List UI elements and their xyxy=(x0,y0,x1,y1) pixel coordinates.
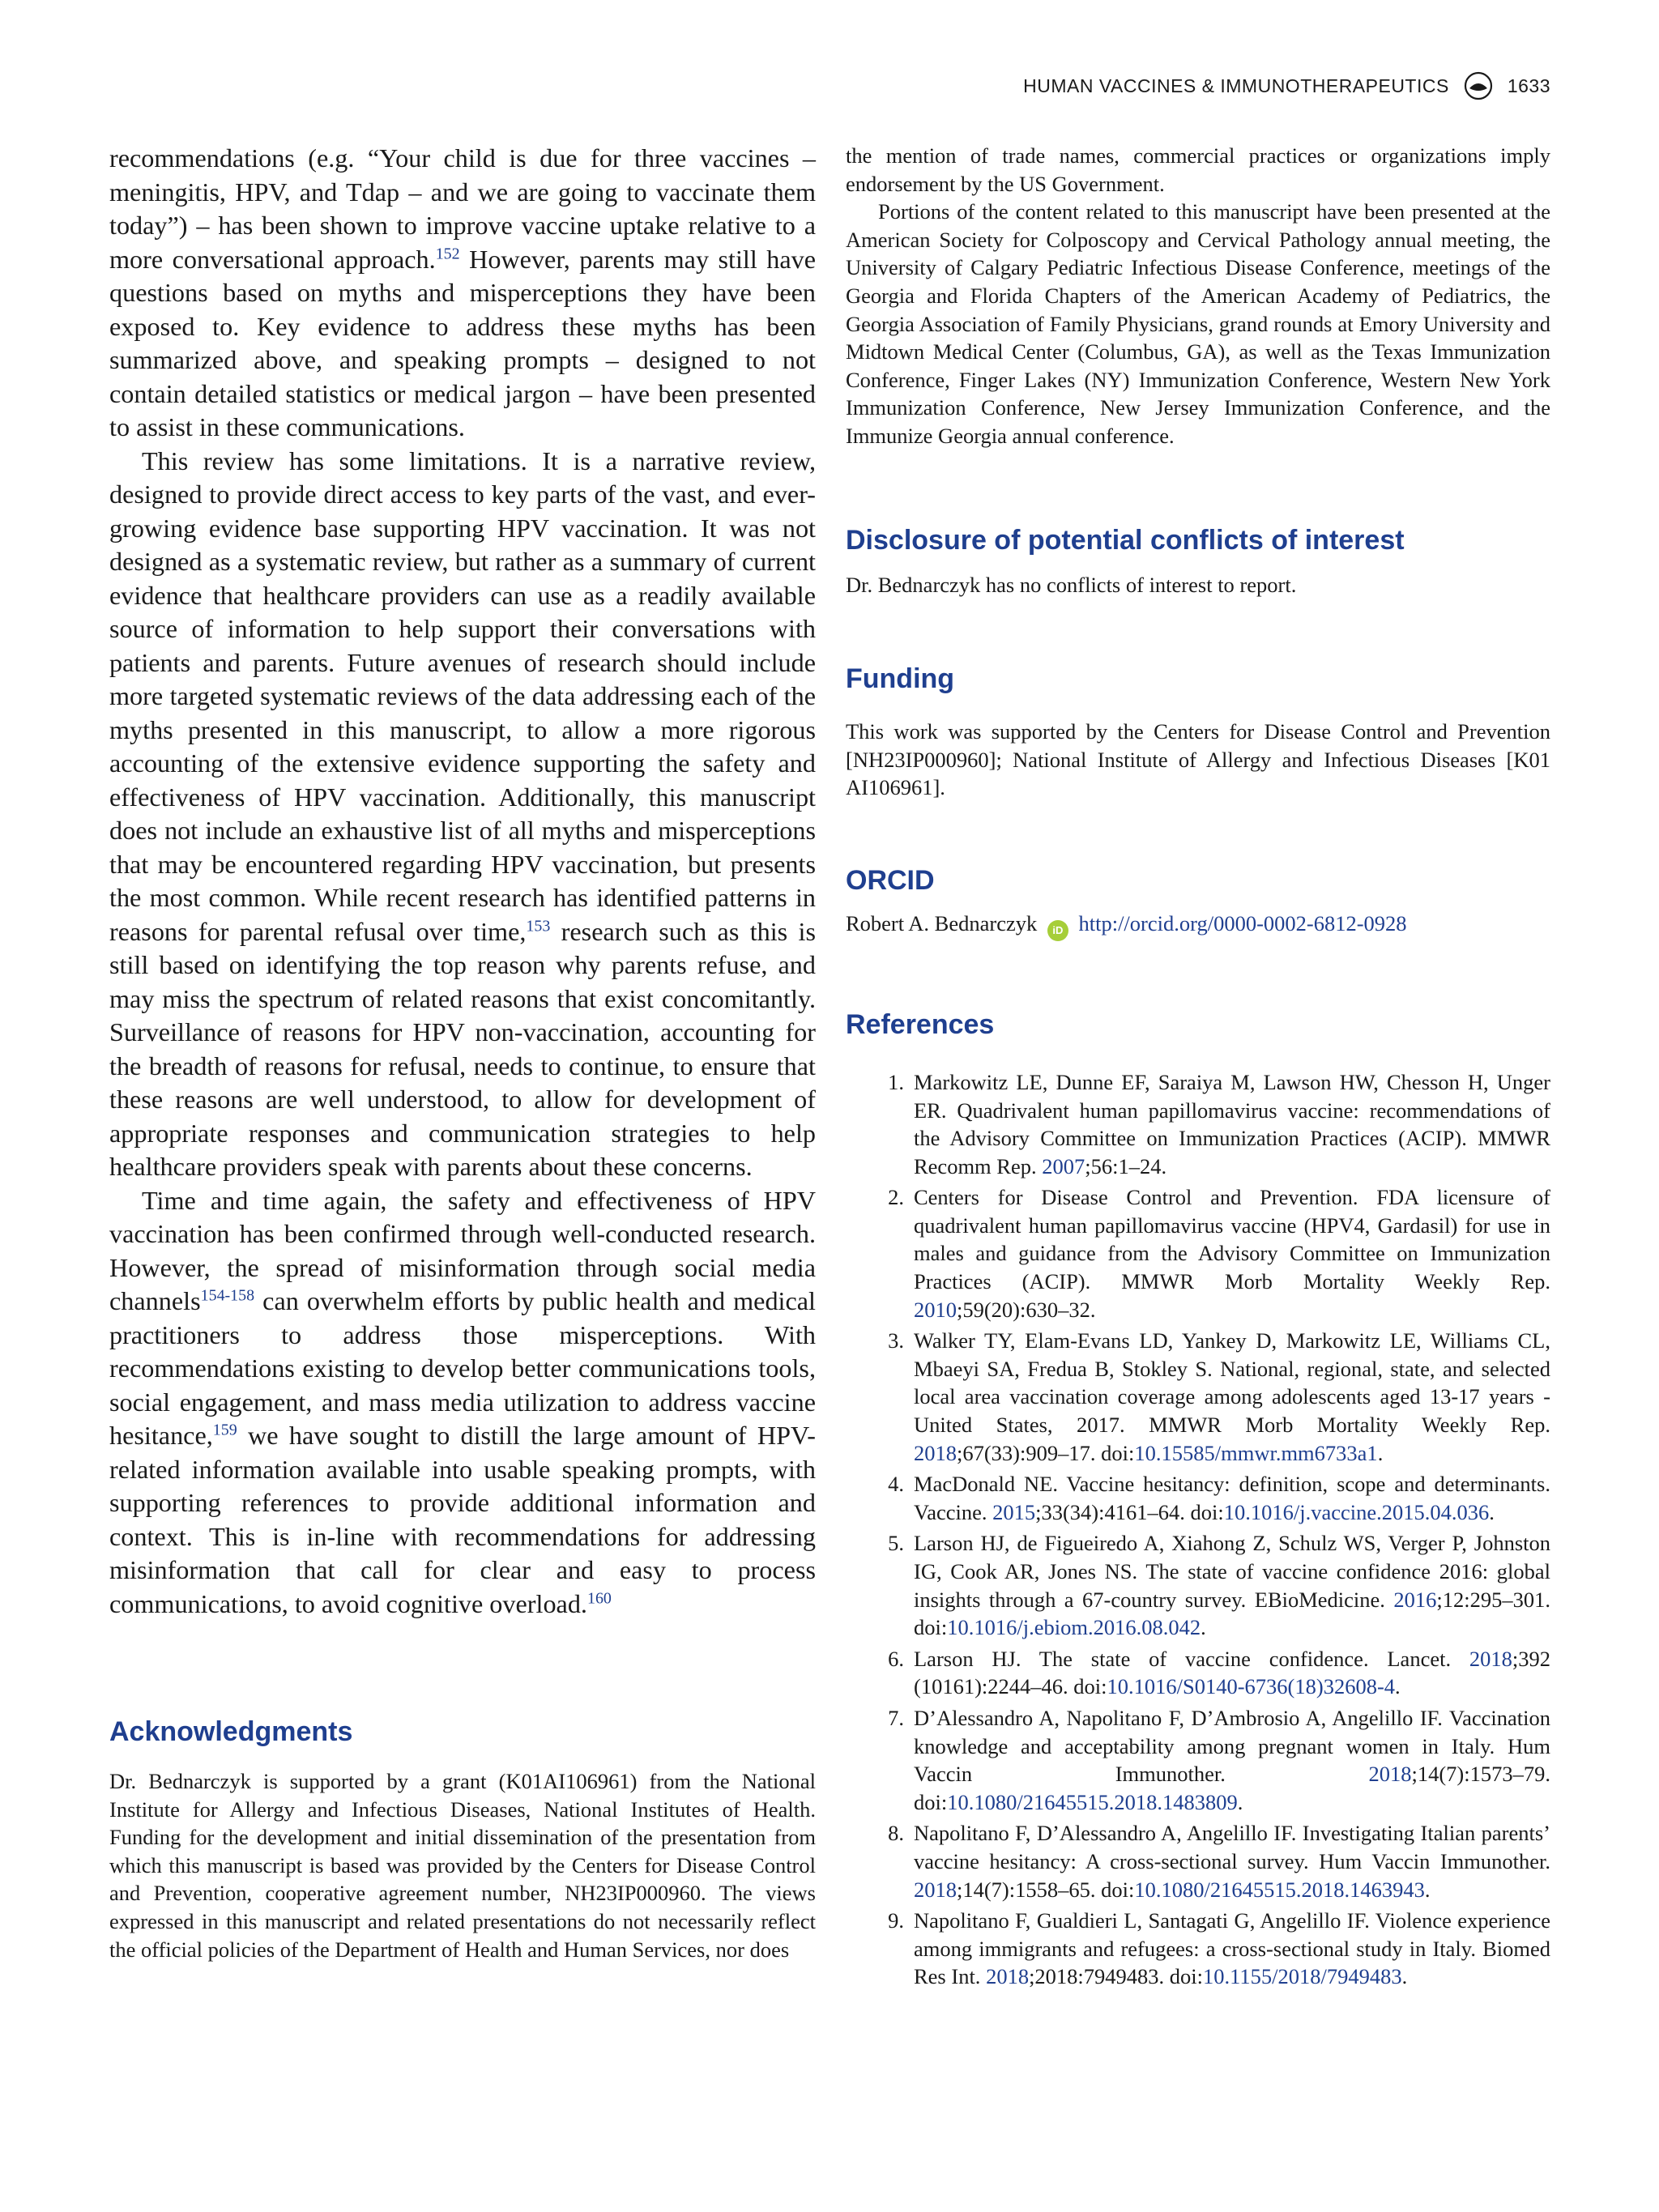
reference-number: 1. xyxy=(888,1069,904,1094)
orcid-heading: ORCID xyxy=(846,864,935,896)
reference-text: MacDonald NE. Vaccine hesitancy: definition, scope and determinants. Vaccine. 2015;33(34):4161–64. doi:10.1016/j.vaccine.2015.04.036. xyxy=(914,1472,1550,1524)
reference-text: Napolitano F, Gualdieri L, Santagati G, Angelillo IF. Violence experience among immigrants and refugees: a cross-sectional study in Italy. Biomed Res Int. 2018;2018:7949483. doi:10.1155/2018/7949483. xyxy=(914,1908,1550,1989)
reference-item xyxy=(846,1470,1550,1526)
funding-text: This work was supported by the Centers for Disease Control and Prevention [NH23IP000960]; National Institute of Allergy and Infectious Diseases [K01 AI106961]. xyxy=(846,719,1550,800)
acknowledgments-heading: Acknowledgments xyxy=(109,1716,353,1747)
reference-number: 9. xyxy=(888,1908,904,1933)
left-column xyxy=(109,142,816,1963)
running-header xyxy=(1023,71,1550,100)
reference-item xyxy=(846,1704,1550,1816)
journal-logo-icon xyxy=(1464,71,1493,100)
reference-item xyxy=(846,1068,1550,1180)
reference-year-link[interactable]: 2018 xyxy=(986,1964,1030,1989)
right-column xyxy=(846,142,1550,1994)
citation-link[interactable]: 152 xyxy=(435,244,460,262)
reference-item xyxy=(846,1819,1550,1903)
reference-year-link[interactable]: 2018 xyxy=(1368,1762,1412,1787)
paragraph-recommendations: recommendations (e.g. “Your child is due for three vaccines – meningitis, HPV, and Tdap – and we are going to vaccinate them today”) – has been shown to improve vaccine uptake relative to a more conversational approach.$^{152}$ However, parents may still have questions based on myths and misperceptions they have been exposed to. Key evidence to address these myths has been summarized above, and speaking prompts – designed to not contain detailed statistics or medical jargon – have been presented to assist in these communications. xyxy=(109,143,816,441)
reference-item xyxy=(846,1907,1550,1991)
orcid-link[interactable]: http://orcid.org/0000-0002-6812-0928 xyxy=(1078,910,1407,936)
reference-doi-link[interactable]: 10.1016/S0140-6736(18)32608-4 xyxy=(1107,1674,1396,1699)
funding-heading: Funding xyxy=(846,663,955,695)
paragraph-limitations: This review has some limitations. It is a narrative review, designed to provide direct access to key parts of the vast, and ever-growing evidence base supporting HPV vaccination. It was not designed as a systematic review, but rather as a summary of current evidence that healthcare providers can use as a readily available source of information to help support their conversations with patients and parents. Future avenues of research should include more targeted systematic reviews of the data addressing each of the myths presented in this manuscript, to allow a more rigorous accounting of the extensive evidence supporting the safety and effectiveness of HPV vaccination. Additionally, this manuscript does not include an exhaustive list of all myths and misperceptions that may be encountered regarding HPV vaccination, but presents the most common. While recent research has identified patterns in reasons for parental refusal over time,$^{153}$ research such as this is still based on identifying the top reason why parents refuse, and may miss the spectrum of related reasons that exist concomitantly. Surveillance of reasons for HPV non-vaccination, accounting for the breadth of reasons for refusal, needs to continue, to ensure that these reasons are well understood, to allow for development of appropriate responses and communication strategies to help healthcare providers speak with parents about these concerns. xyxy=(109,445,816,1181)
reference-year-link[interactable]: 2015 xyxy=(992,1499,1036,1524)
reference-text: Napolitano F, D’Alessandro A, Angelillo IF. Investigating Italian parents’ vaccine hesitancy: A cross-sectional survey. Hum Vaccin Immunother. 2018;14(7):1558–65. doi:10.1080/21645515.2018.1463943. xyxy=(914,1821,1550,1902)
reference-number: 4. xyxy=(888,1472,904,1497)
reference-year-link[interactable]: 2018 xyxy=(914,1877,957,1902)
acknowledgments-continued: the mention of trade names, commercial practices or organizations imply endorsement by the US Government. xyxy=(846,143,1550,196)
citation-link[interactable]: 153 xyxy=(526,916,551,935)
reference-item xyxy=(846,1645,1550,1701)
reference-doi-link[interactable]: 10.15585/mmwr.mm6733a1 xyxy=(1134,1440,1378,1465)
paragraph-conclusion: Time and time again, the safety and effectiveness of HPV vaccination has been confirmed through well-conducted research. However, the spread of misinformation through social media channels$^{154-158}$ can overwhelm efforts by public health and medical practitioners to address those misperceptions. With recommendations existing to develop better communications tools, social engagement, and mass media utilization to address vaccine hesitance,$^{159}$ we have sought to distill the large amount of HPV-related information available into usable speaking prompts, with supporting references to provide additional information and context. This is in-line with recommendations for addressing misinformation that call for clear and easy to process communications, to avoid cognitive overload.$^{160}$ xyxy=(109,1185,816,1618)
reference-number: 2. xyxy=(888,1185,904,1210)
reference-doi-link[interactable]: 10.1155/2018/7949483 xyxy=(1203,1964,1402,1989)
reference-number: 3. xyxy=(888,1328,904,1353)
reference-doi-link[interactable]: 10.1016/j.ebiom.2016.08.042 xyxy=(947,1615,1201,1640)
reference-item xyxy=(846,1327,1550,1467)
reference-doi-link[interactable]: 10.1080/21645515.2018.1463943 xyxy=(1134,1877,1425,1902)
reference-text: Larson HJ, de Figueiredo A, Xiahong Z, Schulz WS, Verger P, Johnston IG, Cook AR, Jones NS. The state of vaccine confidence 2016: global insights through a 67-country survey. EBioMedicine. 2016;12:295–301. doi:10.1016/j.ebiom.2016.08.042. xyxy=(914,1531,1550,1640)
reference-text: Markowitz LE, Dunne EF, Saraiya M, Lawson HW, Chesson H, Unger ER. Quadrivalent human papillomavirus vaccine: recommendations of the Advisory Committee on Immunization Practices (ACIP). MMWR Recomm Rep. 2007;56:1–24. xyxy=(914,1069,1550,1178)
acknowledgments-text: Dr. Bednarczyk is supported by a grant (K01AI106961) from the National Institute for Allergy and Infectious Diseases, National Institutes of Health. Funding for the development and initial dissemination of the presentation from which this manuscript is based was provided by the Centers for Disease Control and Prevention, cooperative agreement number, NH23IP000960. The views expressed in this manuscript and related presentations do not necessarily reflect the official policies of the Department of Health and Human Services, nor does xyxy=(109,1769,816,1962)
citation-link[interactable]: 160 xyxy=(586,1588,612,1607)
disclosure-heading: Disclosure of potential conflicts of interest xyxy=(846,524,1405,556)
reference-text: Larson HJ. The state of vaccine confidence. Lancet. 2018;392 (10161):2244–46. doi:10.1016/S0140-6736(18)32608-4. xyxy=(914,1646,1550,1699)
orcid-author-name: Robert A. Bednarczyk xyxy=(846,910,1038,936)
citation-link[interactable]: 159 xyxy=(212,1421,237,1439)
reference-number: 8. xyxy=(888,1821,904,1846)
reference-text: Walker TY, Elam-Evans LD, Yankey D, Markowitz LE, Williams CL, Mbaeyi SA, Fredua B, Stokley S. National, regional, state, and selected local area vaccination coverage among adolescents aged 13-17 years - United States, 2017. MMWR Morb Mortality Weekly Rep. 2018;67(33):909–17. doi:10.15585/mmwr.mm6733a1. xyxy=(914,1328,1550,1465)
disclosure-text: Dr. Bednarczyk has no conflicts of interest to report. xyxy=(846,572,1297,597)
page-number: 1633 xyxy=(1507,75,1550,96)
reference-year-link[interactable]: 2016 xyxy=(1393,1587,1437,1612)
reference-year-link[interactable]: 2018 xyxy=(1469,1646,1512,1671)
orcid-id-icon: iD xyxy=(1047,920,1068,941)
reference-item xyxy=(846,1529,1550,1641)
reference-number: 6. xyxy=(888,1646,904,1671)
reference-doi-link[interactable]: 10.1080/21645515.2018.1483809 xyxy=(947,1789,1238,1814)
citation-link[interactable]: 154-158 xyxy=(200,1286,255,1305)
acknowledgments-presentations: Portions of the content related to this manuscript have been presented at the American Society for Colposcopy and Cervical Pathology annual meeting, the University of Calgary Pediatric Infectious Disease Conference, meetings of the Georgia and Florida Chapters of the American Academy of Pediatrics, the Georgia Association of Family Physicians, grand rounds at Emory University and Midtown Medical Center (Columbus, GA), as well as the Texas Immunization Conference, Finger Lakes (NY) Immunization Conference, Western New York Immunization Conference, New Jersey Immunization Conference, and the Immunize Georgia annual conference. xyxy=(846,199,1550,448)
reference-item xyxy=(846,1183,1550,1323)
reference-text: D’Alessandro A, Napolitano F, D’Ambrosio A, Angelillo IF. Vaccination knowledge and acceptability among pregnant women in Italy. Hum Vaccin Immunother. 2018;14(7):1573–79. doi:10.1080/21645515.2018.1483809. xyxy=(914,1705,1550,1814)
references-heading: References xyxy=(846,1008,995,1040)
reference-year-link[interactable]: 2007 xyxy=(1042,1153,1085,1178)
reference-doi-link[interactable]: 10.1016/j.vaccine.2015.04.036 xyxy=(1223,1499,1490,1524)
reference-number: 7. xyxy=(888,1705,904,1730)
orcid-line xyxy=(846,910,1550,941)
references-list xyxy=(846,1068,1550,1991)
reference-year-link[interactable]: 2018 xyxy=(914,1440,957,1465)
reference-text: Centers for Disease Control and Prevention. FDA licensure of quadrivalent human papillomavirus vaccine (HPV4, Gardasil) for use in males and guidance from the Advisory Committee on Immunization Practices (ACIP). MMWR Morb Mortality Weekly Rep. 2010;59(20):630–32. xyxy=(914,1185,1550,1322)
journal-title: HUMAN VACCINES & IMMUNOTHERAPEUTICS xyxy=(1023,75,1449,96)
reference-year-link[interactable]: 2010 xyxy=(914,1297,957,1322)
reference-number: 5. xyxy=(888,1531,904,1556)
